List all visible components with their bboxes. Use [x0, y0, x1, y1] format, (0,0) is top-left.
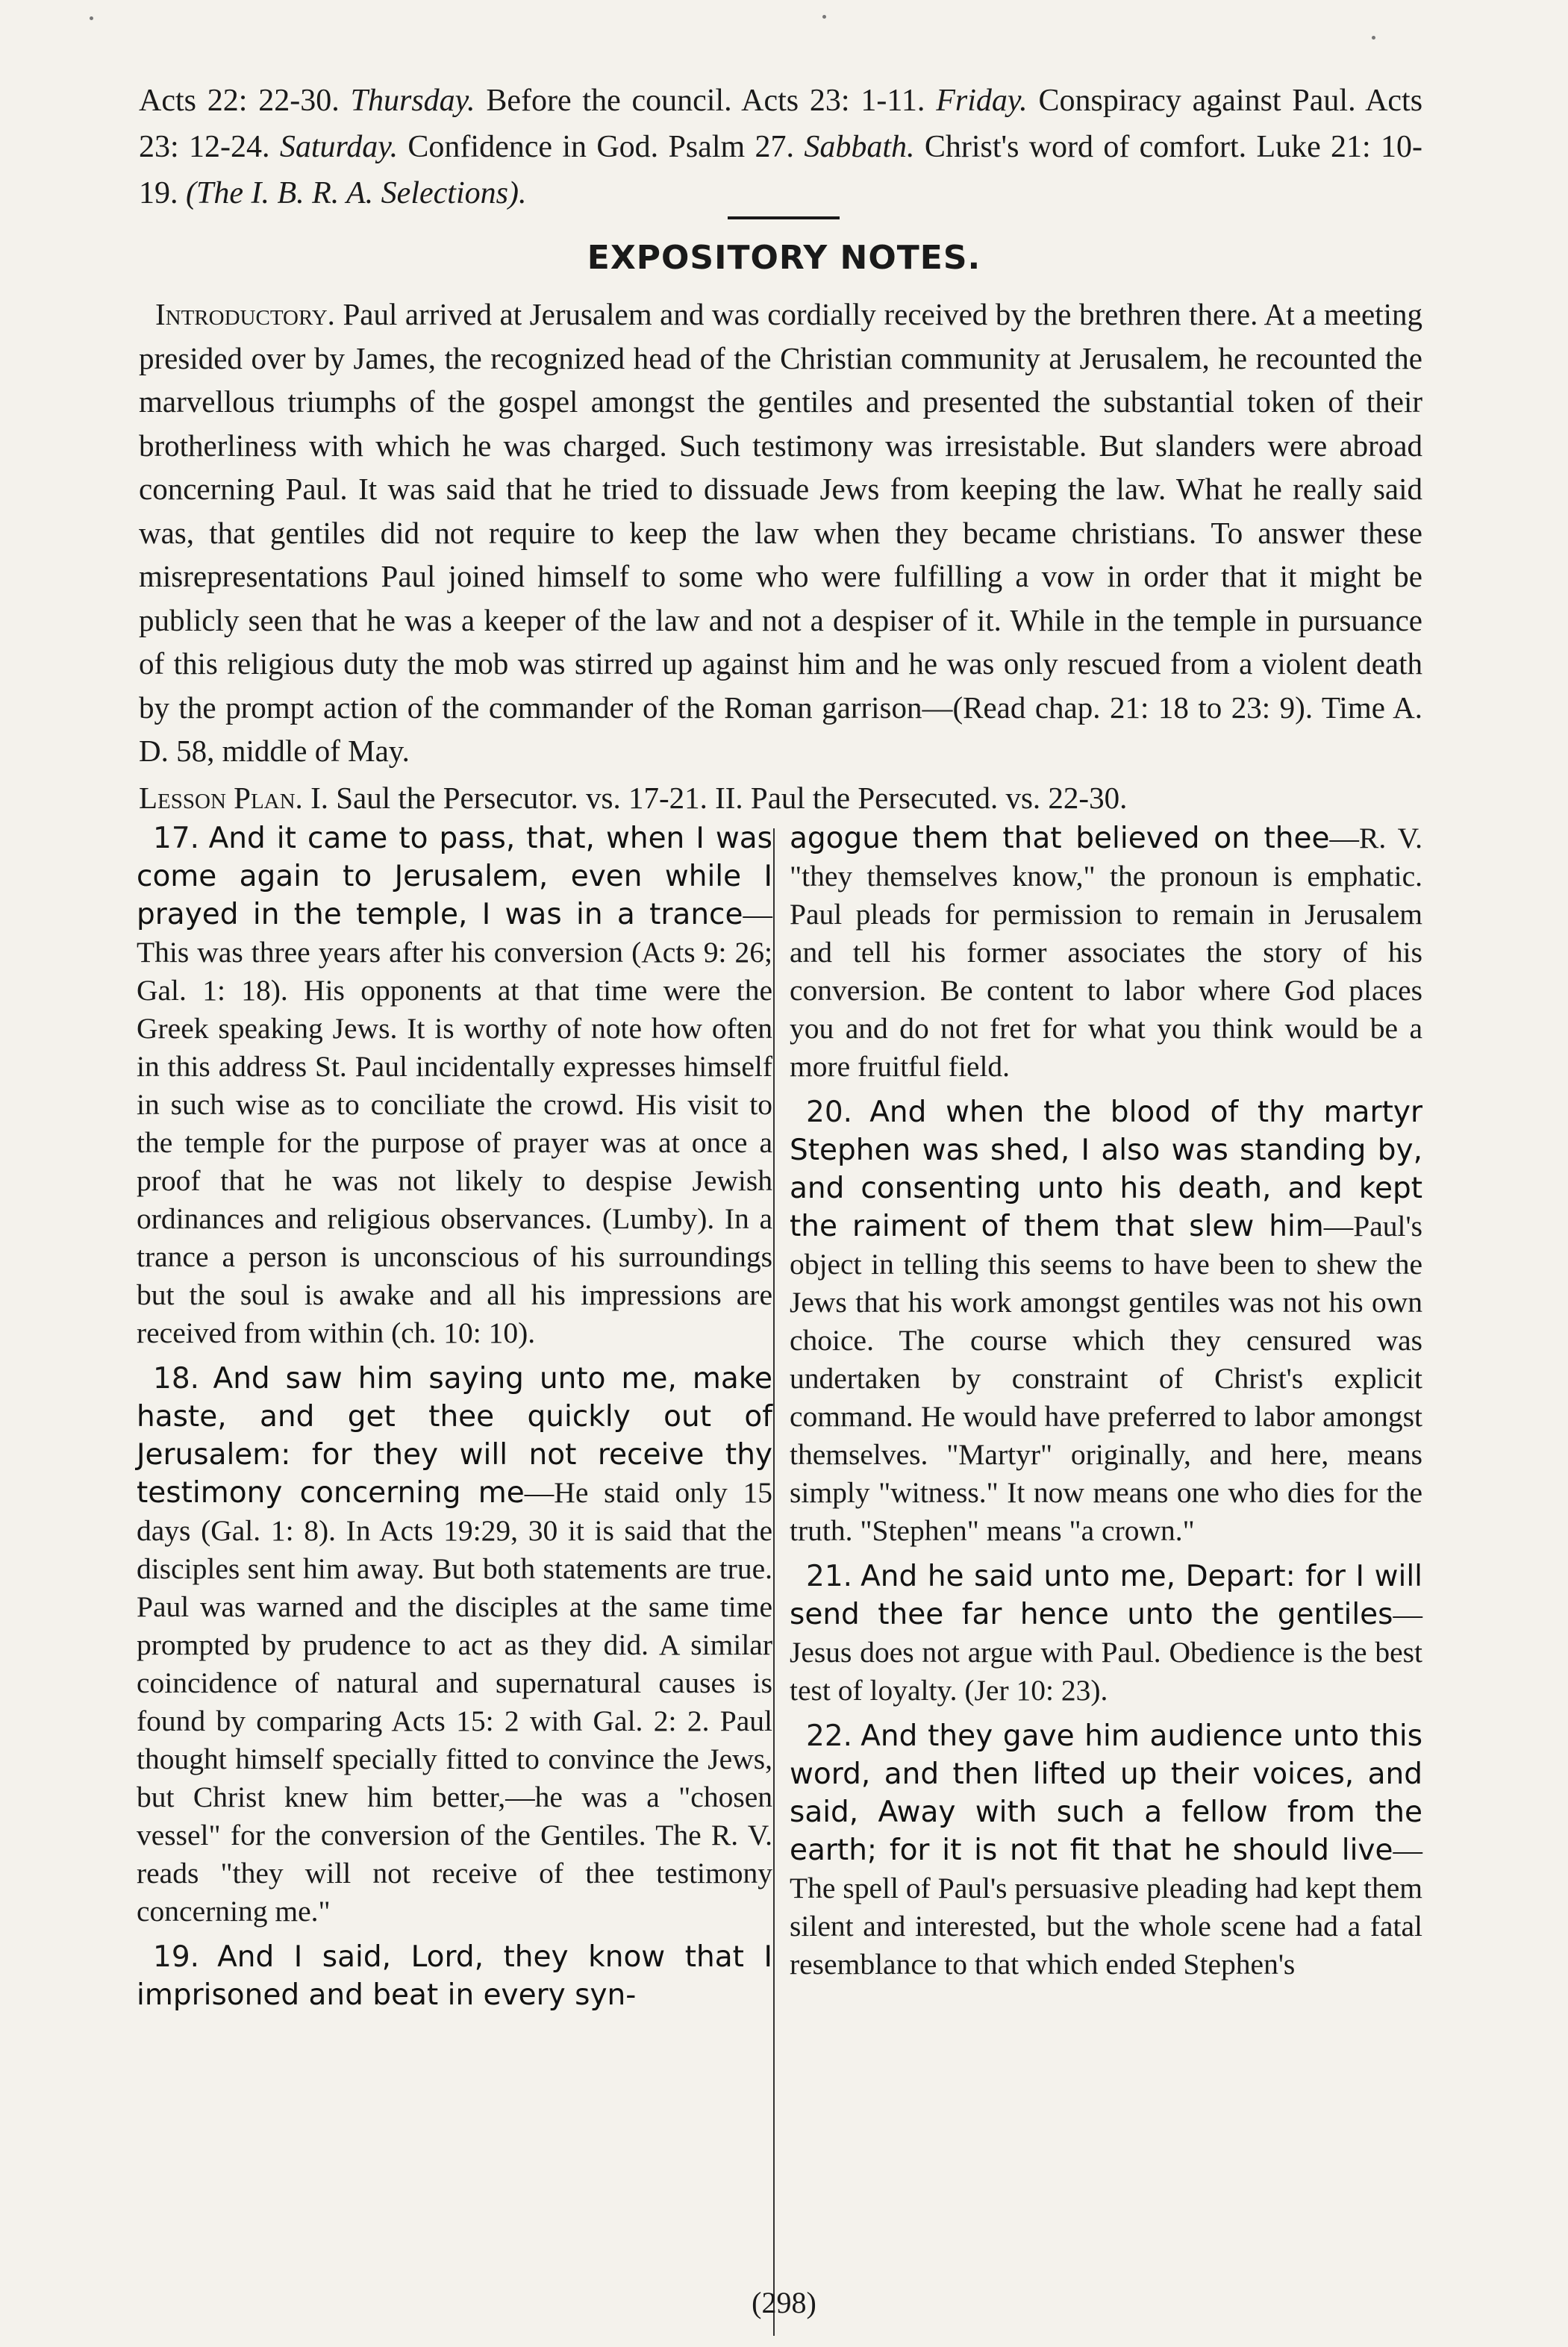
verse-note — [137, 1360, 772, 1931]
section-rule — [728, 216, 840, 219]
introductory-label: Introductory. — [155, 297, 335, 331]
reading-day: Friday. — [936, 84, 1028, 118]
verse-number: 20. — [806, 1096, 853, 1129]
introductory-paragraph — [139, 293, 1422, 773]
daily-readings — [139, 78, 1422, 216]
verse-lemma: And I said, Lord, they know that I imprisoned and beat in every syn- — [137, 1940, 773, 2012]
verse-number: 17. — [153, 822, 200, 855]
right-column — [790, 819, 1422, 1991]
verse-comment: —Jesus does not argue with Paul. Obedience is the best test of loyalty. (Jer 10: 23). — [790, 1598, 1422, 1707]
verse-note — [790, 1557, 1422, 1710]
verse-lemma: And they gave him audience unto this word, and then lifted up their voices, and said, Away with such a fellow from the earth; for it is not fit that he should live — [790, 1719, 1423, 1867]
verse-note — [137, 819, 772, 1352]
verse-comment: —Paul's object in telling this seems to have been to shew the Jews that his work amongst gentiles was not his own choice. The course which they censured was undertaken by constraint of Christ's explicit command. He would have preferred to labor amongst themselves. "Martyr" originally, and here, means simply "witness." It now means one who dies for the truth. "Stephen" means "a crown." — [790, 1210, 1422, 1547]
page-number: (298) — [752, 2286, 816, 2319]
verse-note — [790, 819, 1422, 1086]
verse-comment: —The spell of Paul's persuasive pleading had kept them silent and interested, but the whole scene had a fatal resemblance to that which ended Stephen's — [790, 1834, 1422, 1981]
verse-lemma: And saw him saying unto me, make haste, and get thee quickly out of Jerusalem: for they will not receive thy testimony concerning me — [137, 1362, 772, 1510]
reading-day: Saturday. — [279, 130, 399, 164]
lesson-plan — [139, 776, 1422, 819]
verse-number: 22. — [806, 1719, 853, 1753]
reading-text: Conspiracy against Paul. Acts 23: 12-24. — [139, 84, 1423, 164]
verse-note — [790, 1093, 1422, 1550]
reading-day: Sabbath. — [804, 130, 915, 164]
print-speck — [822, 15, 826, 19]
verse-lemma: agogue them that believed on thee — [790, 822, 1330, 855]
verse-comment: —R. V. "they themselves know," the pronoun is emphatic. Paul pleads for permission to remain in Jerusalem and tell his former associates the story of his conversion. Be content to labor where God places you and do not fret for what you think would be a more fruitful field. — [790, 822, 1422, 1083]
reading-day: Thursday. — [350, 84, 475, 118]
reading-source: (The I. B. R. A. Selections). — [186, 176, 527, 210]
print-speck — [90, 16, 93, 20]
verse-comment: —He staid only 15 days (Gal. 1: 8). In Acts 19:29, 30 it is said that the disciples sent him away. But both statements are true. Paul was warned and the disciples at the same time prompted by prudence to act as they did. A similar coincidence of natural and supernatural causes is found by comparing Acts 15: 2 with Gal. 2: 2. Paul thought himself specially fitted to convince the Jews, but Christ knew him better,—he was a "chosen vessel" for the conversion of the Gentiles. The R. V. reads "they will not receive of thee testimony concerning me." — [137, 1476, 772, 1928]
column-divider — [773, 828, 775, 2336]
lesson-plan-text: I. Saul the Persecutor. vs. 17-21. II. Paul the Persecuted. vs. 22-30. — [310, 781, 1128, 815]
verse-note — [790, 1717, 1422, 1984]
reading-text: Before the council. Acts 23: 1-11. — [486, 84, 925, 118]
reading-text: Acts 22: 22-30. — [139, 84, 340, 118]
verse-comment: —This was three years after his conversion (Acts 9: 26; Gal. 1: 18). His opponents at that time were the Greek speaking Jews. It is worthy of note how often in this address St. Paul incidentally expresses himself in such wise as to conciliate the crowd. His visit to the temple for the purpose of prayer was at once a proof that he was not likely to despise Jewish ordinances and religious observances. (Lumby). In a trance a person is unconscious of his surroundings but the soul is awake and all his impressions are received from within (ch. 10: 10). — [137, 898, 772, 1349]
section-heading: EXPOSITORY NOTES. — [587, 239, 981, 277]
introductory-text: Paul arrived at Jerusalem and was cordially received by the brethren there. At a meeting presided over by James, the recognized head of the Christian community at Jerusalem, he recounted the marvellous triumphs of the gospel amongst the gentiles and presented the substantial token of their brotherliness with which he was charged. Such testimony was irresistable. But slanders were abroad concerning Paul. It was said that he tried to dissuade Jews from keeping the law. What he really said was, that gentiles did not require to keep the law when they became christians. To answer these misrepresentations Paul joined himself to some who were fulfilling a vow in order that it might be publicly seen that he was a keeper of the law and not a despiser of it. While in the temple in pursuance of this religious duty the mob was stirred up against him and he was only rescued from a violent death by the prompt action of the commander of the Roman garrison—(Read chap. 21: 18 to 23: 9). Time A. D. 58, middle of May. — [139, 297, 1422, 768]
verse-number: 19. — [153, 1940, 200, 1974]
verse-lemma: And when the blood of thy martyr Stephen was shed, I also was standing by, and consenting unto his death, and kept the raiment of them that slew him — [790, 1096, 1422, 1243]
reading-text: Confidence in God. Psalm 27. — [407, 130, 794, 164]
verse-number: 21. — [806, 1560, 853, 1593]
verse-lemma: And it came to pass, that, when I was come again to Jerusalem, even while I prayed in the temple, I was in a trance — [137, 822, 773, 931]
verse-lemma: And he said unto me, Depart: for I will send thee far hence unto the gentiles — [790, 1560, 1423, 1631]
verse-note — [137, 1938, 772, 2014]
left-column — [137, 819, 772, 2022]
print-speck — [1372, 36, 1375, 40]
reading-text: Christ's word of comfort. Luke 21: 10-19. — [139, 130, 1423, 210]
verse-number: 18. — [153, 1362, 200, 1396]
lesson-plan-label: Lesson Plan. — [139, 781, 303, 815]
